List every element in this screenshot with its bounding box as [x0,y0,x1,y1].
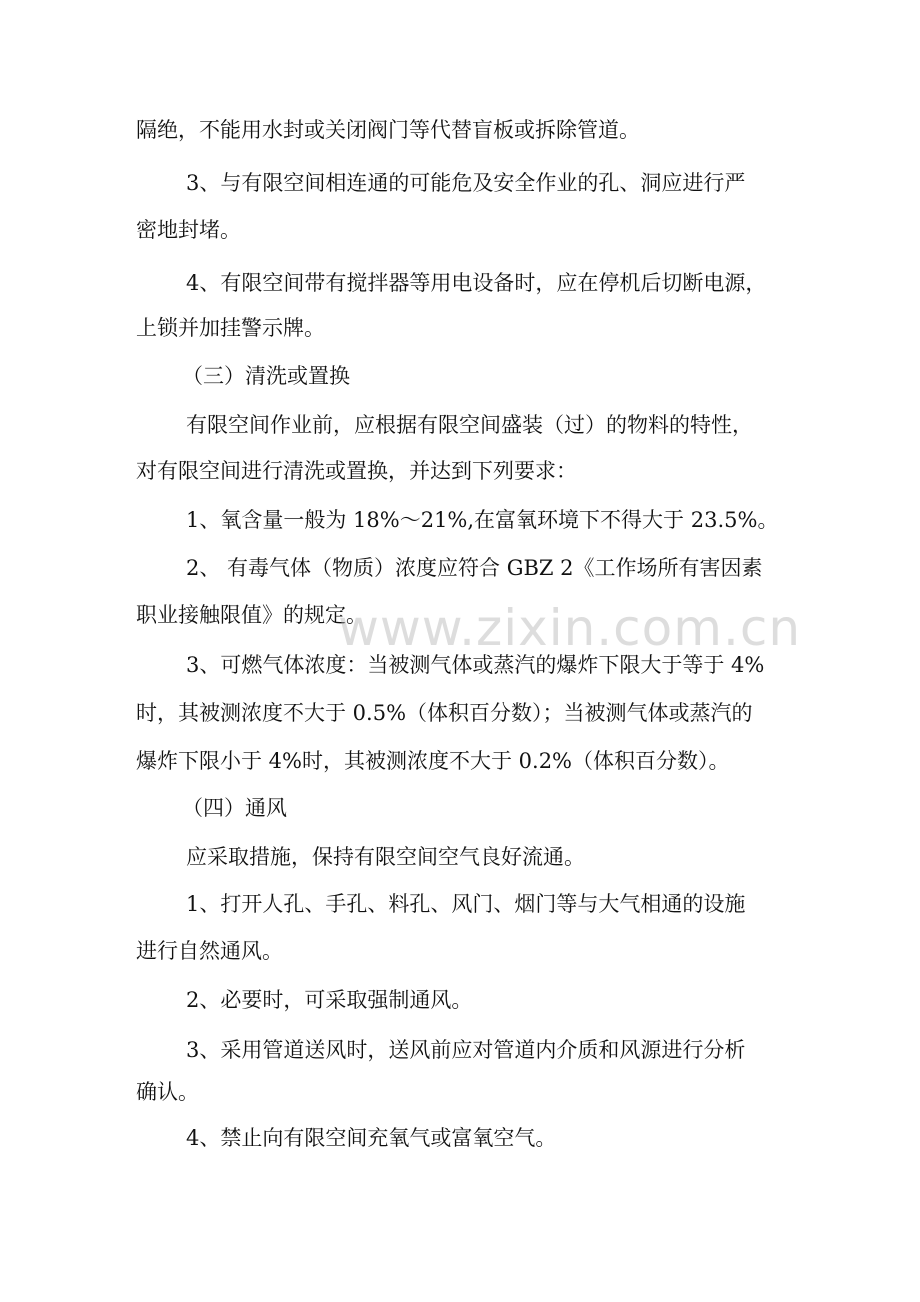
text-line: 隔绝，不能用水封或关闭阀门等代替盲板或拆除管道。 [136,118,640,142]
text-line: 1、打开人孔、手孔、料孔、风门、烟门等与大气相通的设施 [186,892,746,916]
text-line: 对有限空间进行清洗或置换，并达到下列要求： [136,459,577,483]
section-heading: （三）清洗或置换 [182,364,350,388]
text-line: 进行自然通风。 [136,939,283,963]
text-line: 确认。 [136,1080,199,1104]
watermark: www.zixin.com.cn [338,599,802,657]
text-line: 2、 有毒气体（物质）浓度应符合 GBZ 2《工作场所有害因素 [186,556,763,580]
text-line: 上锁并加挂警示牌。 [136,316,325,340]
text-line: 4、禁止向有限空间充氧气或富氧空气。 [186,1126,557,1150]
section-heading: （四）通风 [182,796,287,820]
text-line: 密地封堵。 [136,218,241,242]
text-line: 应采取措施，保持有限空间空气良好流通。 [186,845,585,869]
text-line: 3、与有限空间相连通的可能危及安全作业的孔、洞应进行严 [186,171,746,195]
text-line: 有限空间作业前，应根据有限空间盛装（过）的物料的特性， [186,413,753,437]
text-line: 职业接触限值》的规定。 [136,603,367,627]
text-line: 4、有限空间带有搅拌器等用电设备时，应在停机后切断电源， [186,271,767,295]
text-line: 3、采用管道送风时，送风前应对管道内介质和风源进行分析 [186,1038,746,1062]
text-line: 爆炸下限小于 4%时，其被测浓度不大于 0.2%（体积百分数）。 [136,749,730,773]
text-line: 2、必要时，可采取强制通风。 [186,988,473,1012]
text-line: 1、氧含量一般为 18%～21%,在富氧环境下不得大于 23.5%。 [186,508,779,532]
text-line: 时，其被测浓度不大于 0.5%（体积百分数）；当被测气体或蒸汽的 [136,701,753,725]
text-line: 3、可燃气体浓度：当被测气体或蒸汽的爆炸下限大于等于 4% [186,653,765,677]
